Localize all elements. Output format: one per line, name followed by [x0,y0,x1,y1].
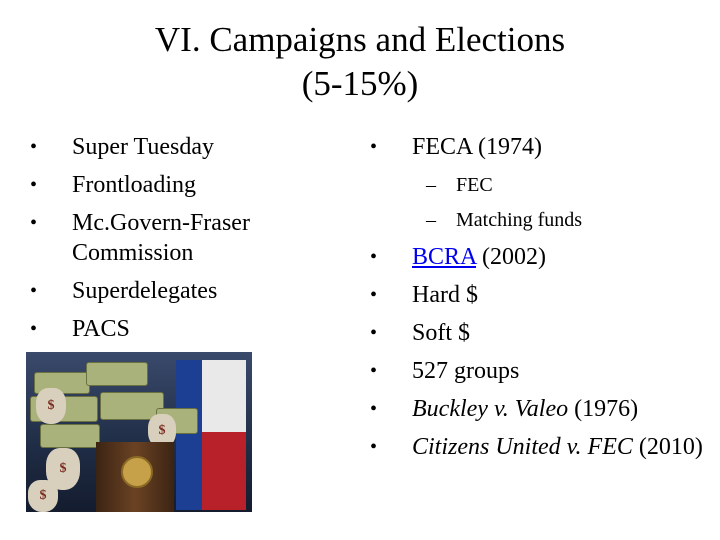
dash-icon: – [426,174,436,196]
list-item-label: FECA (1974) [412,134,543,160]
list-item-bcra [368,242,708,272]
case-year: (2010) [632,434,703,460]
texas-flag-icon [176,360,246,510]
sub-list-wrapper [368,172,708,233]
left-bullet-list [28,132,328,352]
list-item-label: Mc.Govern-Fraser Commission [72,210,250,266]
money-bag-icon: $ [28,480,58,512]
list-item-citizens [368,432,708,462]
bullet-icon: • [370,436,378,458]
flag-red-stripe [202,432,246,510]
case-name: Citizens United v. FEC [412,434,633,460]
sub-item-label: Matching funds [456,209,583,231]
list-item-label: Soft $ [412,320,471,346]
list-item [28,170,328,200]
slide-title-line1: VI. Campaigns and Elections [154,20,566,59]
list-item-buckley [368,394,708,424]
list-item [28,314,328,344]
bullet-icon: • [30,136,38,158]
money-bag-icon: $ [36,388,66,424]
list-item [368,318,708,348]
bullet-icon: • [370,246,378,268]
case-year: (1976) [568,396,639,422]
podium-icon [96,442,174,512]
list-item-label: Super Tuesday [72,134,215,160]
bullet-icon: • [30,280,38,302]
photo-money-podium-icon [26,352,252,512]
bullet-icon: • [370,398,378,420]
sub-item-label: FEC [456,174,493,196]
list-item [28,132,328,162]
flag-white-stripe [202,360,246,432]
bcra-link[interactable]: BCRA [412,244,477,270]
list-item-label: PACS [72,316,130,342]
bullet-icon: • [30,318,38,340]
list-item-feca [368,132,708,162]
sub-list-item [426,172,708,198]
bullet-icon: • [370,284,378,306]
list-item [28,208,328,268]
money-bag-icon: $ [148,414,176,448]
bullet-icon: • [370,136,378,158]
bullet-icon: • [370,360,378,382]
list-item-label: Superdelegates [72,278,218,304]
bcra-year: (2002) [476,244,547,270]
bullet-icon: • [30,174,38,196]
list-item [28,276,328,306]
list-item [368,280,708,310]
list-item-label: 527 groups [412,358,520,384]
seal-icon [121,456,153,488]
right-bullet-list [368,132,708,470]
slide-title-line2: (5-15%) [301,64,419,103]
feca-sub-list [426,172,708,233]
bullet-icon: • [370,322,378,344]
case-name: Buckley v. Valeo [412,396,569,422]
sub-list-item [426,207,708,233]
money-stack-icon [86,362,148,386]
bullet-icon: • [30,212,38,234]
money-stack-icon [40,424,100,448]
dash-icon: – [426,209,436,231]
list-item-label: Hard $ [412,282,478,308]
list-item-label: Frontloading [72,172,196,198]
money-bag-icon: $ [46,448,80,490]
slide-title [0,18,720,106]
list-item [368,356,708,386]
